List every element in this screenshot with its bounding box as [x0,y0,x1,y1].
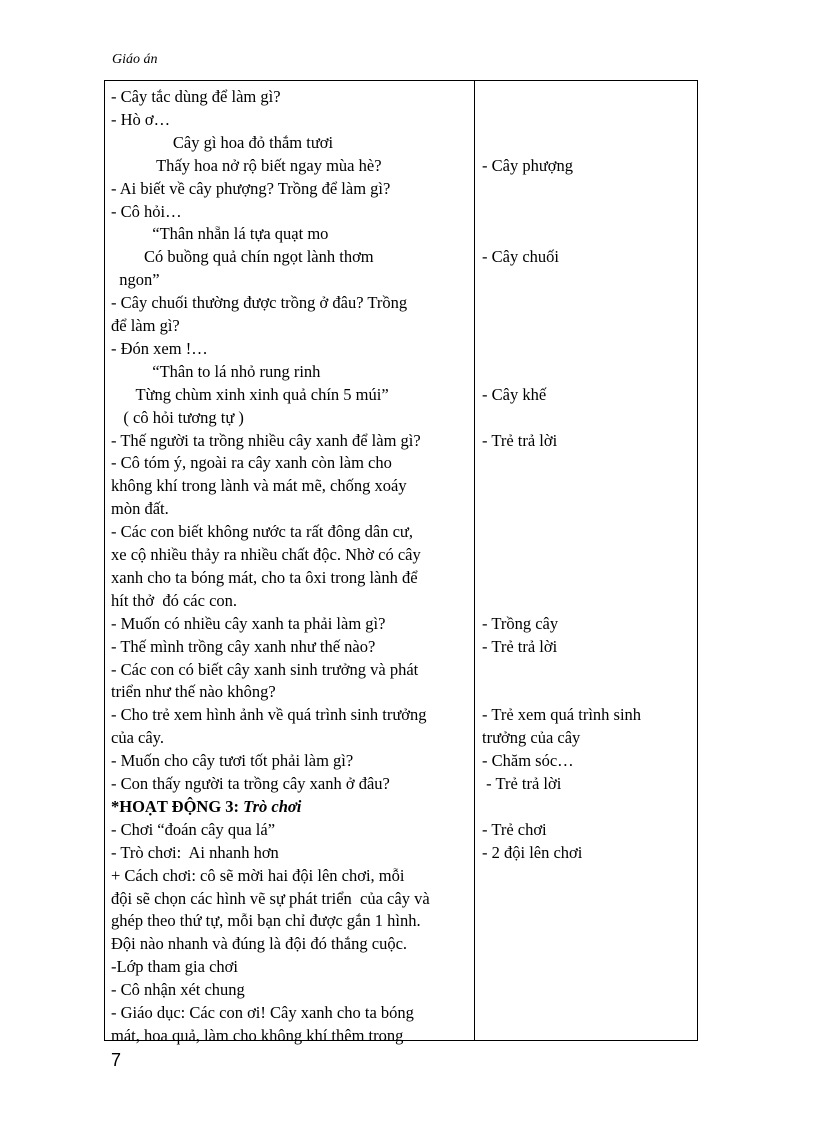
activity-heading-prefix: *HOẠT ĐỘNG 3: [111,796,244,816]
teacher-line: - Giáo dục: Các con ơi! Cây xanh cho ta bóng [111,1003,414,1022]
teacher-line: - Các con có biết cây xanh sinh trưởng và phát [111,659,419,679]
teacher-line: Đội nào nhanh và đúng là đội đó thắng cuộc. [111,934,408,954]
teacher-line: - Cô nhận xét chung [111,980,245,1000]
student-line: - Cây phượng [482,155,573,175]
teacher-line: Cây gì hoa đỏ thắm tươi [111,132,334,152]
teacher-line: -Lớp tham gia chơi [111,957,238,977]
teacher-line: hít thở đó các con. [111,590,238,610]
teacher-line: mát, hoa quả, làm cho không khí thêm trong [111,1025,404,1045]
student-line: - Trồng cây [482,613,559,633]
teacher-line: - Cô hỏi… [111,201,182,221]
teacher-line: ghép theo thứ tự, mỗi bạn chỉ được gắn 1 hình. [111,911,421,931]
teacher-line: - Con thấy người ta trồng cây xanh ở đâu? [111,774,390,793]
teacher-line: ( cô hỏi tương tự ) [111,407,244,427]
student-line: - 2 đội lên chơi [482,842,583,862]
teacher-line: Thấy hoa nở rộ biết ngay mùa hè? [111,155,382,175]
column-divider [474,81,475,1040]
student-line: - Trẻ xem quá trình sinh [482,705,642,725]
student-line: - Cây chuối [482,247,559,267]
teacher-line: - Hò ơ… [111,109,171,129]
teacher-line: của cây. [111,728,164,748]
teacher-line: mòn đất. [111,499,169,519]
teacher-line: - Ai biết về cây phượng? Trồng để làm gì? [111,178,391,198]
teacher-line: - Muốn cho cây tươi tốt phải làm gì? [111,751,354,771]
teacher-line: - Trò chơi: Ai nhanh hơn [111,842,279,862]
teacher-line: đội sẽ chọn các hình vẽ sự phát triển của cây và [111,888,430,908]
teacher-line: - Cây tắc dùng để làm gì? [111,87,281,106]
teacher-line: Từng chùm xinh xinh quả chín 5 múi” [111,384,389,404]
student-line: - Chăm sóc… [482,751,574,771]
teacher-line: - Muốn có nhiều cây xanh ta phải làm gì? [111,613,386,633]
teacher-line: - Chơi “đoán cây qua lá” [111,819,276,839]
teacher-line: xe cộ nhiều thảy ra nhiều chất độc. Nhờ có cây [111,545,421,564]
teacher-line: - Thế người ta trồng nhiều cây xanh để làm gì? [111,430,421,450]
student-line: - Cây khế [482,384,547,404]
teacher-line: - Cô tóm ý, ngoài ra cây xanh còn làm cho [111,453,392,473]
teacher-line: - Các con biết không nước ta rất đông dân cư, [111,522,413,542]
activity-heading-title: Trò chơi [243,796,302,816]
teacher-line: ngon” [111,270,160,290]
student-line: - Trẻ trả lời [482,636,558,656]
document-header: Giáo án [112,52,158,67]
teacher-line: - Cho trẻ xem hình ảnh về quá trình sinh trưởng [111,705,427,725]
teacher-line: không khí trong lành và mát mẽ, chống xoáy [111,476,407,496]
student-line: - Trẻ trả lời [482,774,562,793]
student-line: - Trẻ chơi [482,819,547,839]
teacher-line: - Đón xem !… [111,338,208,358]
activity-heading [111,797,301,817]
student-line: - Trẻ trả lời [482,430,558,450]
teacher-line: triển như thế nào không? [111,682,276,702]
teacher-line: để làm gì? [111,316,180,335]
teacher-line: - Thế mình trồng cây xanh như thế nào? [111,636,376,656]
lesson-table [104,80,698,1045]
teacher-line: “Thân nhẵn lá tựa quạt mo [111,224,329,244]
teacher-line: + Cách chơi: cô sẽ mời hai đội lên chơi, mỗi [111,865,405,885]
teacher-line: Có buồng quả chín ngọt lành thơm [111,247,374,267]
teacher-line: “Thân to lá nhỏ rung rinh [111,361,321,381]
student-line: trưởng của cây [482,728,581,748]
page-number: 7 [111,1050,122,1070]
teacher-line: xanh cho ta bóng mát, cho ta ôxi trong lành để [111,567,418,587]
teacher-line: - Cây chuối thường được trồng ở đâu? Trồng [111,293,408,313]
